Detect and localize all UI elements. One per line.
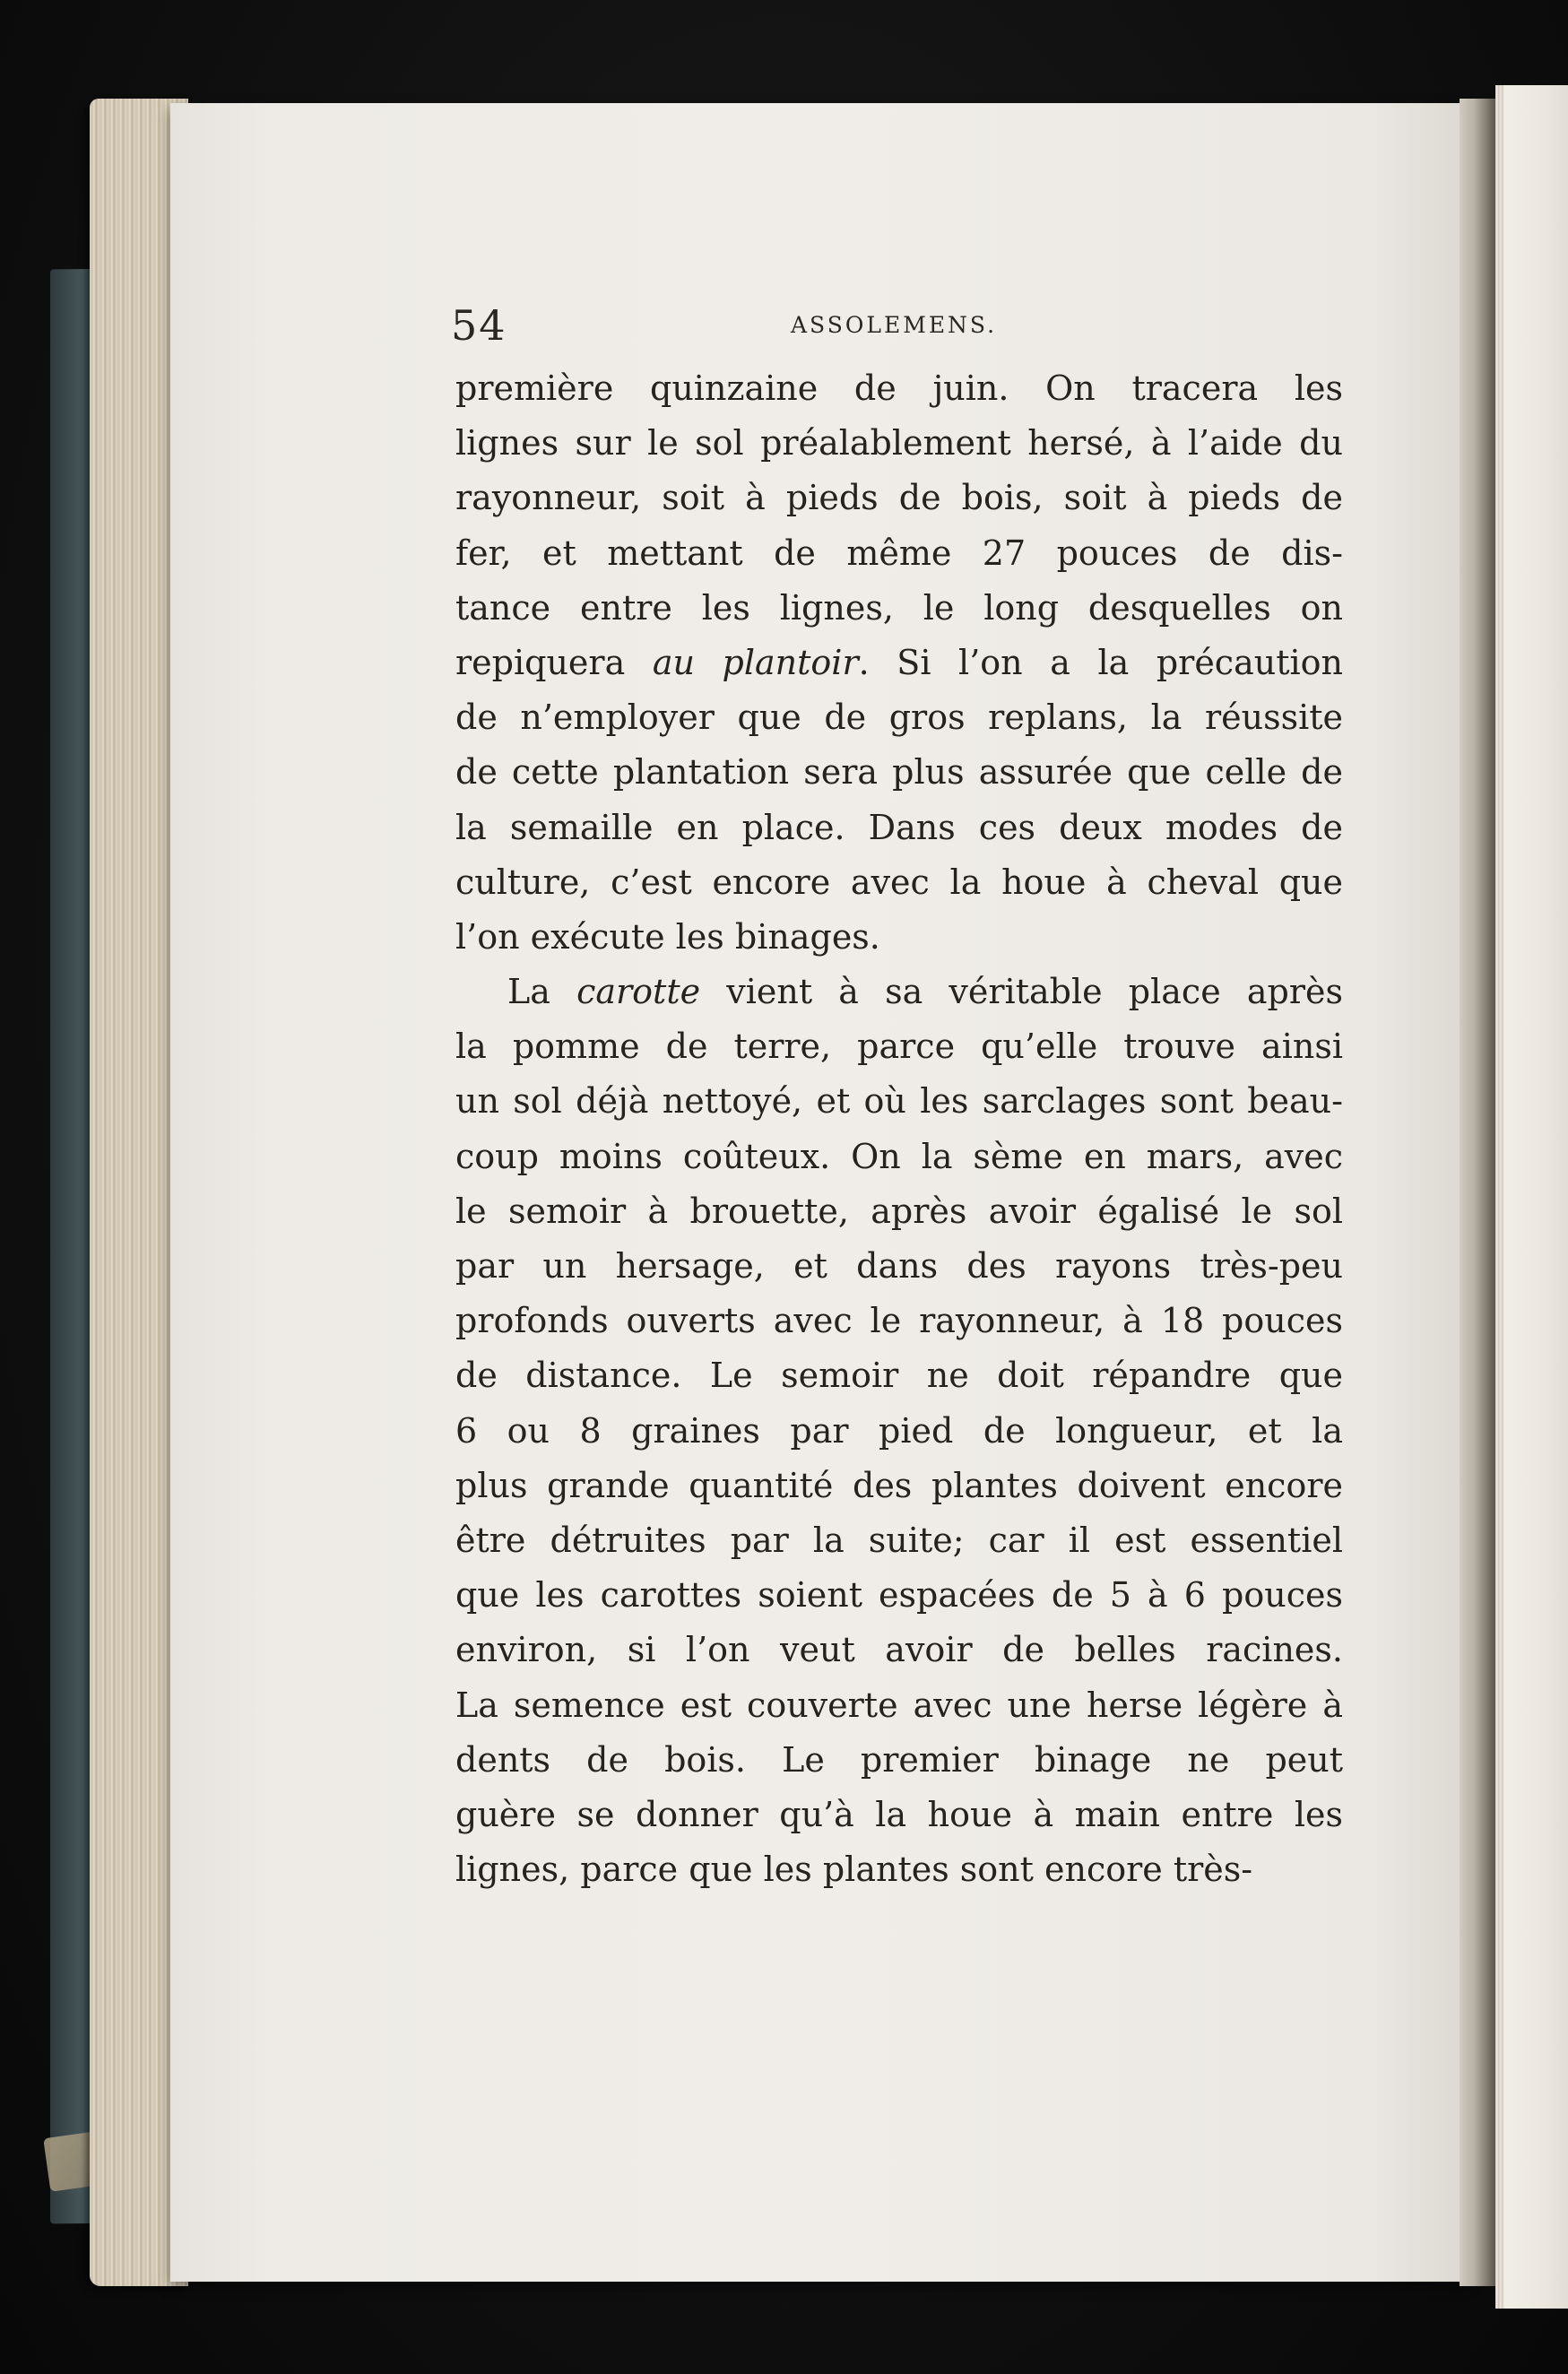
text-line: la pomme de terre, parce qu’elle trouve ainsi	[455, 1027, 1343, 1067]
text-line: guère se donner qu’à la houe à main entre les	[455, 1794, 1343, 1834]
facing-page-edges	[1495, 85, 1504, 2309]
body-text	[455, 361, 1343, 1897]
text-line: 6 ou 8 graines par pied de longueur, et la	[455, 1410, 1343, 1451]
text-line: être détruites par la suite; car il est essentiel	[455, 1520, 1343, 1560]
text-line: coup moins coûteux. On la sème en mars, avec	[455, 1136, 1343, 1176]
text-line: La semence est couverte avec une herse légère à	[455, 1685, 1343, 1725]
text-line: que les carottes soient espacées de 5 à 6 pouces	[455, 1575, 1343, 1616]
text-line: le semoir à brouette, après avoir égalisé le sol	[455, 1191, 1343, 1231]
text-line	[455, 965, 1343, 1019]
text-line: profonds ouverts avec le rayonneur, à 18 pouces	[455, 1301, 1343, 1341]
text-run: . Si l’on a la précaution	[858, 642, 1343, 682]
text-line: tance entre les lignes, le long desquelles on	[455, 587, 1343, 628]
text-line: de n’employer que de gros replans, la réussite	[455, 697, 1343, 738]
text-line: lignes sur le sol préalablement hersé, à l’aide du	[455, 423, 1343, 464]
text-line: plus grande quantité des plantes doivent encore	[455, 1465, 1343, 1505]
book-gutter	[1460, 99, 1495, 2286]
text-run: vient à sa véritable place après	[700, 972, 1343, 1012]
text-run: La	[507, 972, 577, 1012]
text-line: environ, si l’on veut avoir de belles racines.	[455, 1630, 1343, 1670]
italic-term: carotte	[576, 972, 701, 1012]
running-head: ASSOLEMENS.	[791, 312, 998, 338]
text-line: par un hersage, et dans des rayons très-peu	[455, 1246, 1343, 1286]
text-line: de distance. Le semoir ne doit répandre que	[455, 1356, 1343, 1396]
text-line: fer, et mettant de même 27 pouces de dis-	[455, 533, 1343, 573]
italic-term: au plantoir	[652, 642, 859, 682]
text-line: première quinzaine de juin. On tracera les	[455, 368, 1343, 408]
text-line: culture, c’est encore avec la houe à cheval que	[455, 862, 1343, 902]
text-line: la semaille en place. Dans ces deux modes de	[455, 807, 1343, 847]
text-run: repiquera	[455, 642, 653, 682]
page-number: 54	[451, 301, 507, 350]
facing-page	[1495, 85, 1568, 2309]
text-line: lignes, parce que les plantes sont encore très-	[455, 1850, 1253, 1890]
text-line: l’on exécute les binages.	[455, 916, 880, 957]
text-line: dents de bois. Le premier binage ne peut	[455, 1739, 1343, 1780]
text-line: de cette plantation sera plus assurée que celle de	[455, 752, 1343, 793]
text-line	[455, 636, 1343, 690]
text-line: rayonneur, soit à pieds de bois, soit à pieds de	[455, 478, 1343, 518]
page-header	[0, 303, 1568, 348]
text-line: un sol déjà nettoyé, et où les sarclages sont beau-	[455, 1081, 1343, 1122]
